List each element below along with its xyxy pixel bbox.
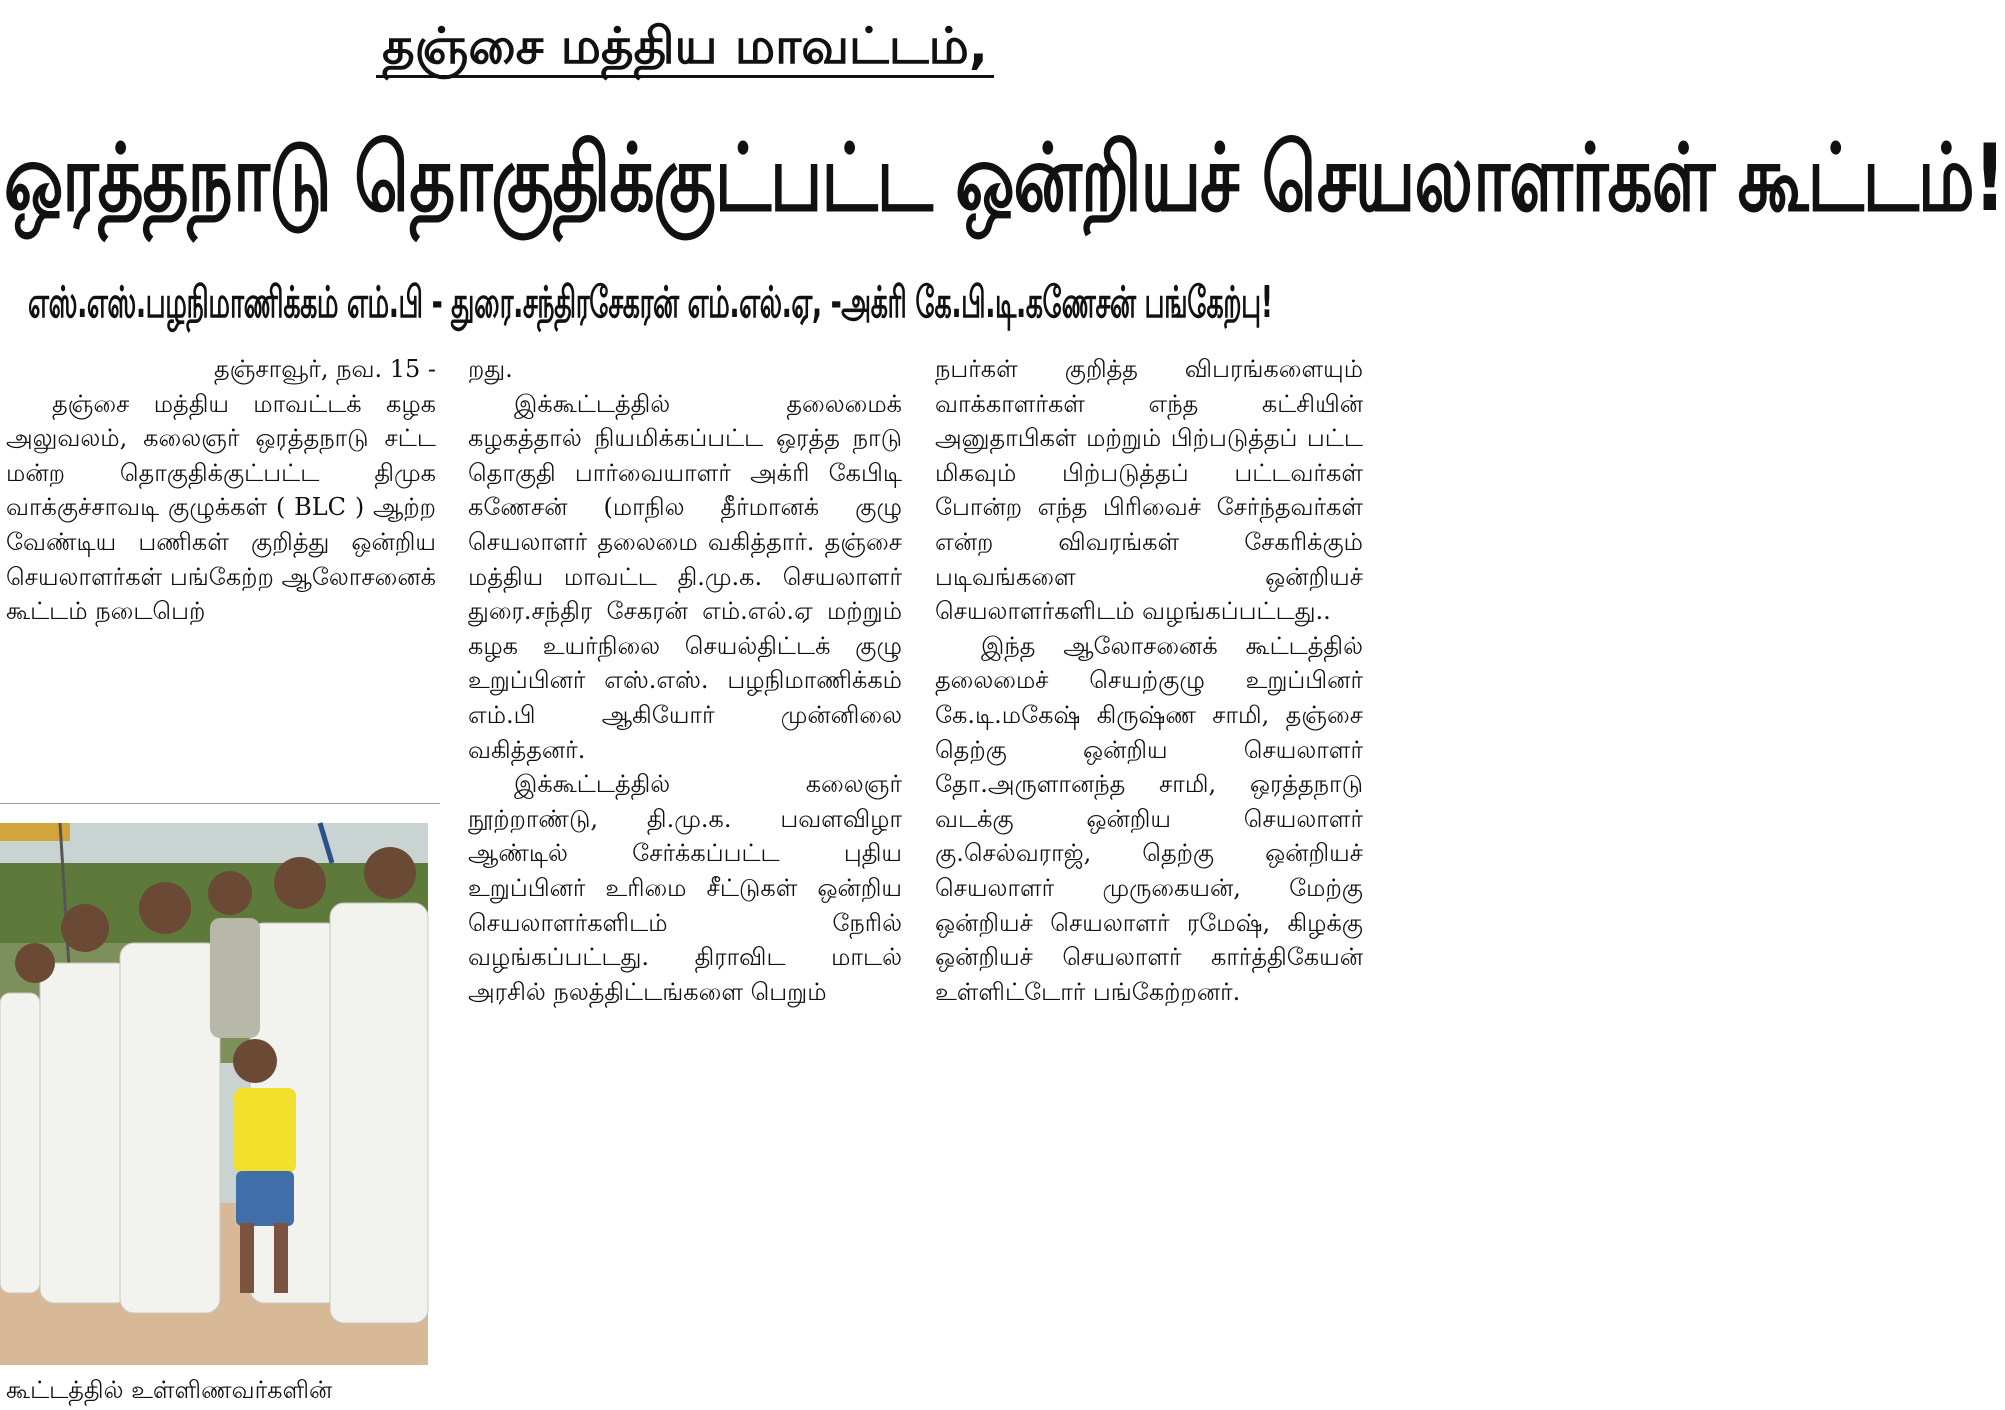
- article-paragraph: தஞ்சை மத்திய மாவட்டக் கழக அலுவலம், கலைஞர் ஒரத்தநாடு சட்ட மன்ற தொகுதிக்குட்பட்ட திமுக வாக்குச்சாவடி குழுக்கள் ( BLC ) ஆற்ற வேண்டிய பணிகள் குறித்து ஒன்றிய செயலாளர்கள் பங்கேற்ற ஆலோசனைக் கூட்டம் நடைபெற்: [6, 389, 436, 626]
- kicker-text: தஞ்சை மத்திய மாவட்டம்,: [376, 17, 994, 78]
- headline-text: ஒரத்தநாடு தொகுதிக்குட்பட்ட ஒன்றியச் செயலாளர்கள் கூட்டம்!: [4, 124, 2005, 234]
- photo-caption: கூட்டத்தில் உள்ளிணவர்களின்: [6, 1376, 333, 1404]
- article-paragraph: இக்கூட்டத்தில் தலைமைக் கழகத்தால் நியமிக்கப்பட்ட ஒரத்த நாடு தொகுதி பார்வையாளர் அக்ரி கேபிடி கணேசன் (மாநில தீர்மானக் குழு செயலாளர் தலைமை வகித்தார். தஞ்சை மத்திய மாவட்ட தி.மு.க. செயலாளர் துரை.சந்திர சேகரன் எம்.எல்.ஏ மற்றும் கழக உயர்நிலை செயல்திட்டக் குழு உறுப்பினர் எஸ்.எஸ். பழநிமாணிக்கம் எம்.பி ஆகியோர் முன்னிலை வகித்தனர்.: [468, 389, 902, 764]
- article-column-2: [468, 352, 902, 1400]
- article-paragraph: இந்த ஆலோசனைக் கூட்டத்தில் தலைமைச் செயற்குழு உறுப்பினர் கே.டி.மகேஷ் கிருஷ்ண சாமி, தஞ்சை தெற்கு ஒன்றிய செயலாளர் தோ.அருளானந்த சாமி, ஒரத்தநாடு வடக்கு ஒன்றிய செயலாளர் கு.செல்வராஜ், தெற்கு ஒன்றியச் செயலாளர் முருகையன், மேற்கு ஒன்றியச் செயலாளர் ரமேஷ், கிழக்கு ஒன்றியச் செயலாளர் கார்த்திகேயன் உள்ளிட்டோர் பங்கேற்றனர்.: [935, 631, 1363, 1006]
- subheadline: [0, 263, 1370, 345]
- article-paragraph: றது.: [468, 355, 513, 383]
- dateline: தஞ்சாவூர், நவ. 15 -: [213, 355, 436, 383]
- headline: [0, 100, 2005, 258]
- subheadline-text: எஸ்.எஸ்.பழநிமாணிக்கம் எம்.பி - துரை.சந்திரசேகரன் எம்.எல்.ஏ, -அக்ரி கே.பி.டி.கணேசன் பங்கேற்பு!: [28, 278, 1273, 328]
- column-divider: [0, 803, 440, 804]
- article-paragraph: இக்கூட்டத்தில் கலைஞர் நூற்றாண்டு, தி.மு.க. பவளவிழா ஆண்டில் சேர்க்கப்பட்ட புதிய உறுப்பினர் உரிமை சீட்டுகள் ஒன்றிய செயலாளர்களிடம் நேரில் வழங்கப்பட்டது. திராவிட மாடல் அரசில் நலத்திட்டங்களை பெறும்: [468, 770, 902, 1006]
- news-photo: [0, 823, 428, 1365]
- photo-illustration: [0, 823, 428, 1365]
- article-column-1: [6, 352, 436, 792]
- article-paragraph: நபர்கள் குறித்த விபரங்களையும் வாக்காளர்கள் எந்த கட்சியின் அனுதாபிகள் மற்றும் பிற்படுத்தப் பட்ட மிகவும் பிற்படுத்தப் பட்டவர்கள் போன்ற எந்த பிரிவைச் சேர்ந்தவர்கள் என்ற விவரங்கள் சேகரிக்கும் படிவங்களை ஒன்றியச் செயலாளர்களிடம் வழங்கப்பட்டது..: [935, 355, 1363, 626]
- article-column-3: [935, 352, 1363, 1400]
